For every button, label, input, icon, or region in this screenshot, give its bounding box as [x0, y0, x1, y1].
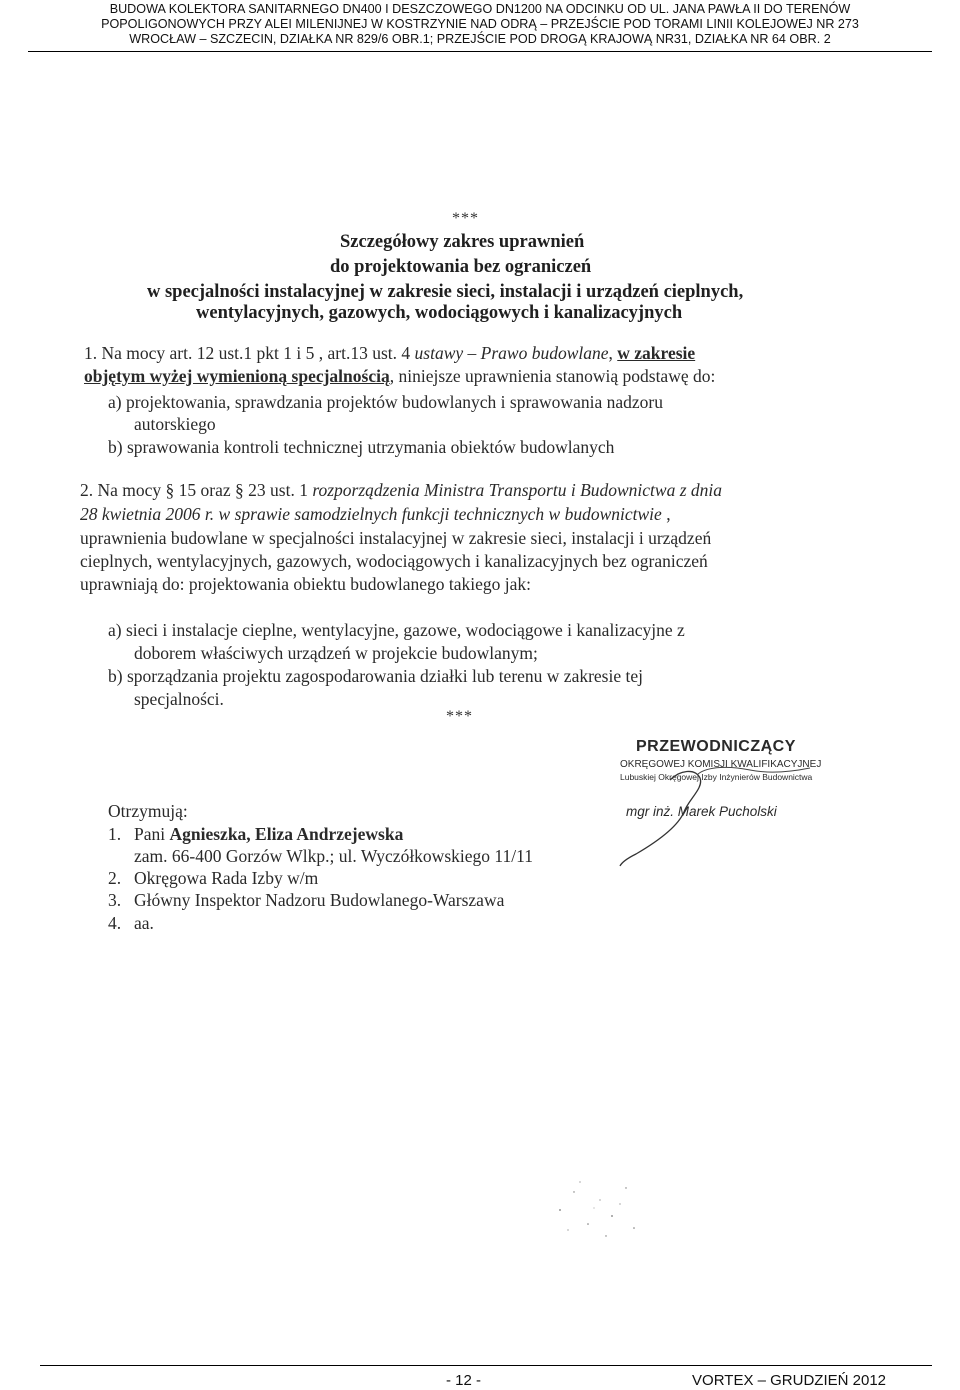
section-2-line-2: [80, 504, 671, 525]
scan-noise: [540, 1170, 660, 1250]
scanned-document: [0, 60, 960, 1350]
stamp-line-2: Lubuskiej Okręgowej Izby Inżynierów Budownictwa: [620, 772, 813, 782]
recipient-1-prefix: Pani: [134, 824, 170, 844]
title-line-1: Szczegółowy zakres uprawnień: [340, 232, 585, 252]
mid-stars: ***: [446, 708, 473, 725]
s1-item-a-line-2: autorskiego: [134, 414, 216, 434]
title-line-2: do projektowania bez ograniczeń: [330, 257, 592, 277]
section-1-line-2: [84, 366, 715, 387]
recipient-4: aa.: [134, 913, 154, 933]
recipients-label: Otrzymują:: [108, 801, 188, 821]
stamp-title: PRZEWODNICZĄCY: [636, 738, 796, 755]
s1-text-f: , niniejsze uprawnienia stanowią podstawę do:: [389, 366, 716, 386]
s1-specialty: objętym wyżej wymienioną specjalnością: [84, 366, 390, 386]
recipient-4-num: 4.: [108, 913, 122, 933]
header-line-1: BUDOWA KOLEKTORA SANITARNEGO DN400 I DESZCZOWEGO DN1200 NA ODCINKU OD UL. JANA PAWŁA II DO TERENÓW: [109, 2, 851, 16]
recipient-1: [134, 824, 403, 845]
recipient-1-name: Agnieszka, Eliza Andrzejewska: [169, 824, 404, 844]
stamp-signature-name: mgr inż. Marek Pucholski: [626, 804, 777, 819]
s2-item-a-line-2: doborem właściwych urządzeń w projekcie budowlanym;: [134, 643, 538, 663]
section-2-line-3: uprawnienia budowlane w specjalności instalacyjnej w zakresie sieci, instalacji i urządzeń: [80, 528, 712, 548]
s1-text-a: 1. Na mocy art. 12 ust.1 pkt 1 i 5 , art.13 ust. 4: [84, 343, 415, 363]
recipient-2-num: 2.: [108, 868, 122, 888]
handwritten-signature: [600, 760, 840, 870]
section-2-line-4: cieplnych, wentylacyjnych, gazowych, wodociągowych i kanalizacyjnych bez ograniczeń: [80, 551, 708, 571]
recipient-2: Okręgowa Rada Izby w/m: [134, 868, 319, 888]
footer-divider: [40, 1365, 932, 1366]
s2-regulation-cont: 28 kwietnia 2006 r. w sprawie samodzielnych funkcji technicznych w budownictwie: [80, 504, 662, 524]
s1-scope: w zakresie: [617, 343, 696, 363]
s1-item-b: b) sprawowania kontroli technicznej utrzymania obiektów budowlanych: [108, 437, 615, 457]
title-line-4: wentylacyjnych, gazowych, wodociągowych i kanalizacyjnych: [196, 303, 683, 323]
s2-item-b-line-2: specjalności.: [134, 689, 224, 709]
s2-comma: ,: [661, 504, 671, 524]
header-line-2: POPOLIGONOWYCH PRZY ALEI MILENIJNEJ W KOSTRZYNIE NAD ODRĄ – PRZEJŚCIE POD TORAMI LINII KOLEJOWEJ NR 273: [101, 17, 859, 31]
title-line-3: w specjalności instalacyjnej w zakresie sieci, instalacji i urządzeń cieplnych,: [147, 282, 744, 302]
recipient-3: Główny Inspektor Nadzoru Budowlanego-Warszawa: [134, 890, 505, 910]
stamp-line-1: OKRĘGOWEJ KOMISJI KWALIFIKACYJNEJ: [620, 759, 822, 770]
recipient-1-num: 1.: [108, 824, 122, 844]
page-number: - 12 -: [446, 1372, 482, 1389]
s1-comma: ,: [608, 343, 618, 363]
header-divider: [28, 51, 932, 52]
footer-company-date: VORTEX – GRUDZIEŃ 2012: [692, 1372, 886, 1389]
s1-item-a-line-1: a) projektowania, sprawdzania projektów budowlanych i sprawowania nadzoru: [108, 392, 663, 412]
recipient-3-num: 3.: [108, 890, 122, 910]
section-2-line-1: [80, 480, 722, 501]
section-2-line-5: uprawniają do: projektowania obiektu budowlanego takiego jak:: [80, 574, 531, 594]
recipient-1-address: zam. 66-400 Gorzów Wlkp.; ul. Wyczółkowskiego 11/11: [134, 846, 533, 866]
s2-regulation: rozporządzenia Ministra Transportu i Budownictwa z dnia: [312, 480, 723, 500]
top-stars: ***: [452, 210, 479, 227]
s2-item-a-line-1: a) sieci i instalacje cieplne, wentylacyjne, gazowe, wodociągowe i kanalizacyjne z: [108, 620, 685, 640]
s2-item-b-line-1: b) sporządzania projektu zagospodarowania działki lub terenu w zakresie tej: [108, 666, 643, 686]
header-line-3: WROCŁAW – SZCZECIN, DZIAŁKA NR 829/6 OBR.1; PRZEJŚCIE POD DROGĄ KRAJOWĄ NR31, DZIAŁKA NR 64 OBR. 2: [129, 32, 831, 46]
s2-text-a: 2. Na mocy § 15 oraz § 23 ust. 1: [80, 480, 313, 500]
page-header: [0, 2, 960, 47]
section-1-line-1: [84, 343, 695, 364]
s1-act-name: ustawy – Prawo budowlane: [414, 343, 609, 363]
